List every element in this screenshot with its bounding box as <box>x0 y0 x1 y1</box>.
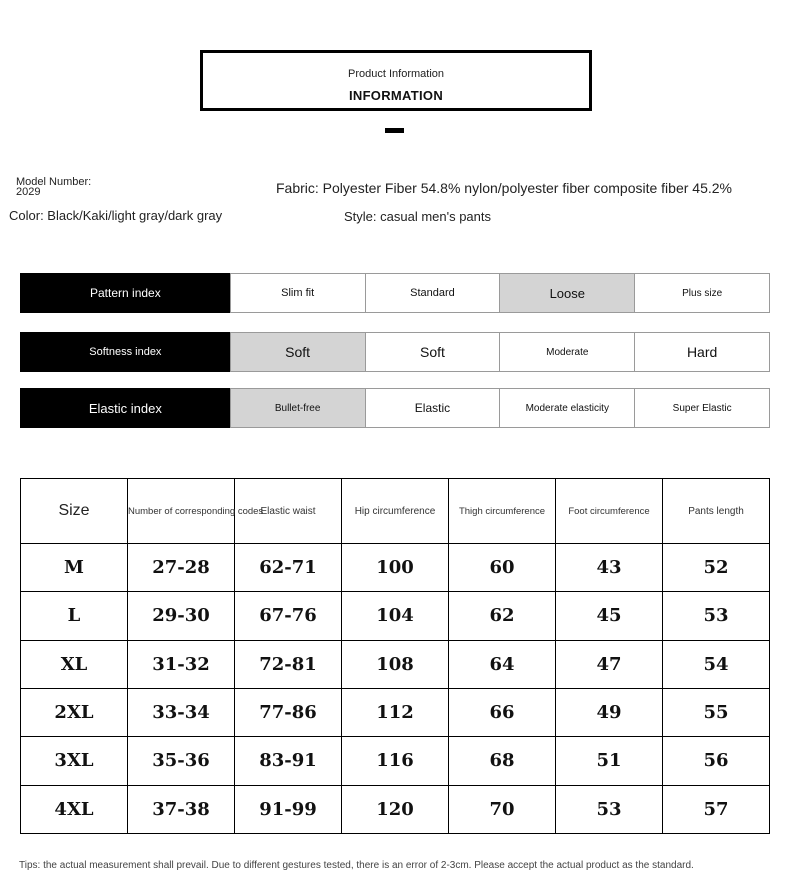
waist-cell: 91-99 <box>235 785 342 833</box>
elastic-index-label: Elastic index <box>20 388 231 428</box>
header-divider <box>385 128 404 133</box>
waist-cell: 67-76 <box>235 592 342 640</box>
table-row <box>21 592 770 640</box>
pattern-option-plus-size: Plus size <box>634 273 770 313</box>
elastic-option-moderate-elasticity: Moderate elasticity <box>499 388 635 428</box>
model-number-value: 2029 <box>16 186 41 198</box>
table-row <box>21 785 770 833</box>
thigh-cell: 66 <box>449 688 556 736</box>
hip-cell: 120 <box>342 785 449 833</box>
codes-cell: 37-38 <box>128 785 235 833</box>
measurement-tips: Tips: the actual measurement shall prevail. Due to different gestures tested, there is an error of 2-3cm. Please accept the actual product as the standard. <box>19 860 694 871</box>
pants-length-header: Pants length <box>663 479 770 544</box>
foot-cell: 53 <box>556 785 663 833</box>
foot-cell: 47 <box>556 640 663 688</box>
softness-option-moderate: Moderate <box>499 332 635 372</box>
softness-index-row <box>20 332 770 372</box>
table-row <box>21 737 770 785</box>
pattern-index-row <box>20 273 770 313</box>
softness-option-soft-2: Soft <box>365 332 501 372</box>
waist-cell: 83-91 <box>235 737 342 785</box>
codes-header: Number of corresponding codes <box>128 479 235 544</box>
size-table-header-row <box>21 479 770 544</box>
softness-option-soft-1: Soft <box>230 332 366 372</box>
table-row <box>21 544 770 592</box>
size-cell: L <box>21 592 128 640</box>
codes-cell: 33-34 <box>128 688 235 736</box>
pattern-option-loose: Loose <box>499 273 635 313</box>
elastic-index-row <box>20 388 770 428</box>
fabric-info: Fabric: Polyester Fiber 54.8% nylon/polyester fiber composite fiber 45.2% <box>276 180 732 196</box>
pattern-option-slim-fit: Slim fit <box>230 273 366 313</box>
waist-cell: 72-81 <box>235 640 342 688</box>
thigh-cell: 60 <box>449 544 556 592</box>
hip-cell: 100 <box>342 544 449 592</box>
color-info: Color: Black/Kaki/light gray/dark gray <box>9 208 223 223</box>
style-info: Style: casual men's pants <box>344 209 491 224</box>
softness-index-label: Softness index <box>20 332 231 372</box>
foot-cell: 49 <box>556 688 663 736</box>
thigh-cell: 68 <box>449 737 556 785</box>
elastic-waist-header: Elastic waist <box>235 479 342 544</box>
codes-cell: 27-28 <box>128 544 235 592</box>
size-cell: 2XL <box>21 688 128 736</box>
length-cell: 56 <box>663 737 770 785</box>
codes-cell: 31-32 <box>128 640 235 688</box>
codes-cell: 29-30 <box>128 592 235 640</box>
pattern-option-standard: Standard <box>365 273 501 313</box>
table-row <box>21 640 770 688</box>
product-info-header <box>200 50 592 111</box>
length-cell: 57 <box>663 785 770 833</box>
size-cell: 3XL <box>21 737 128 785</box>
foot-cell: 43 <box>556 544 663 592</box>
size-chart-table <box>20 478 770 834</box>
hip-circumference-header: Hip circumference <box>342 479 449 544</box>
waist-cell: 77-86 <box>235 688 342 736</box>
pattern-index-label: Pattern index <box>20 273 231 313</box>
hip-cell: 104 <box>342 592 449 640</box>
softness-option-hard: Hard <box>634 332 770 372</box>
elastic-option-super-elastic: Super Elastic <box>634 388 770 428</box>
length-cell: 54 <box>663 640 770 688</box>
size-cell: M <box>21 544 128 592</box>
elastic-option-bullet-free: Bullet-free <box>230 388 366 428</box>
thigh-cell: 62 <box>449 592 556 640</box>
size-header: Size <box>21 479 128 544</box>
thigh-circumference-header: Thigh circumference <box>449 479 556 544</box>
hip-cell: 112 <box>342 688 449 736</box>
hip-cell: 108 <box>342 640 449 688</box>
thigh-cell: 64 <box>449 640 556 688</box>
length-cell: 52 <box>663 544 770 592</box>
size-cell: 4XL <box>21 785 128 833</box>
model-number-label: Model Number: <box>16 176 92 188</box>
foot-cell: 51 <box>556 737 663 785</box>
hip-cell: 116 <box>342 737 449 785</box>
codes-cell: 35-36 <box>128 737 235 785</box>
thigh-cell: 70 <box>449 785 556 833</box>
length-cell: 55 <box>663 688 770 736</box>
elastic-option-elastic: Elastic <box>365 388 501 428</box>
foot-cell: 45 <box>556 592 663 640</box>
header-title: INFORMATION <box>348 88 444 103</box>
waist-cell: 62-71 <box>235 544 342 592</box>
table-row <box>21 688 770 736</box>
length-cell: 53 <box>663 592 770 640</box>
foot-circumference-header: Foot circumference <box>556 479 663 544</box>
size-cell: XL <box>21 640 128 688</box>
header-subtitle: Product Information <box>348 68 444 80</box>
